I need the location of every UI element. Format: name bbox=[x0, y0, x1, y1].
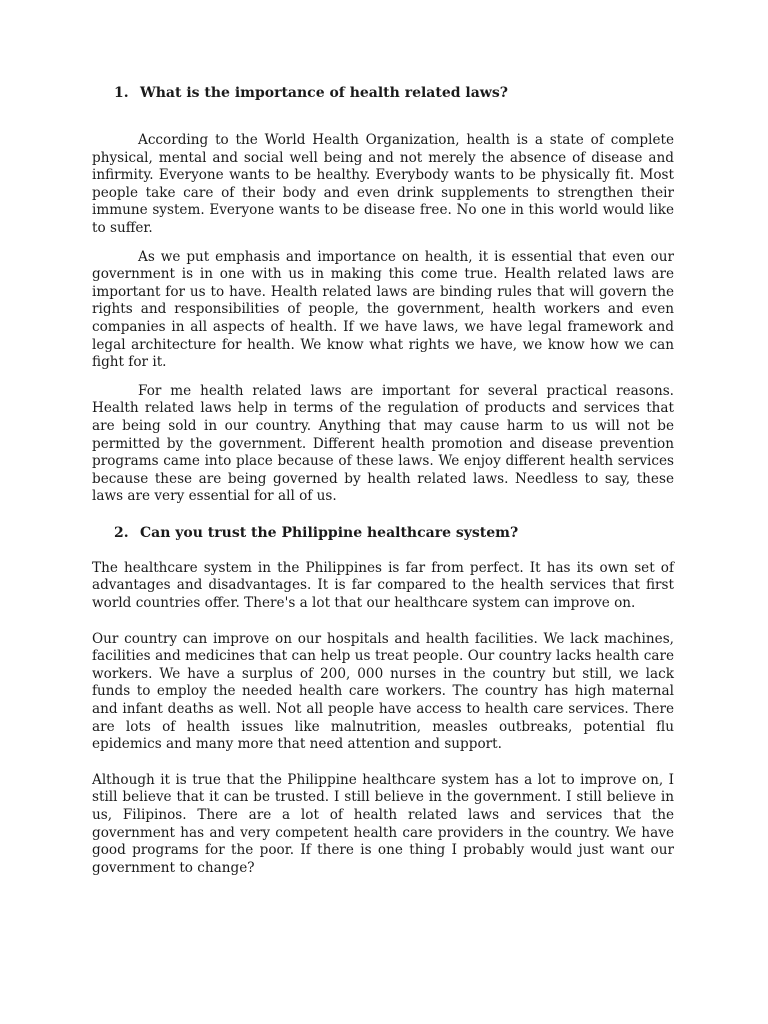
question-text: What is the importance of health related laws? bbox=[140, 85, 508, 101]
question-number: 2. bbox=[114, 524, 129, 541]
paragraph: Although it is true that the Philippine healthcare system has a lot to improve on, I still believe that it can be trusted. I still believe in the government. I still believe in us, Filipinos. There are a lot of health related laws and services that the government has and very competent health care providers in the country. We have good programs for the poor. If there is one thing I probably would just want our government to change? bbox=[92, 771, 674, 876]
document-page bbox=[92, 84, 674, 877]
paragraph: The healthcare system in the Philippines is far from perfect. It has its own set of advantages and disadvantages. It is far compared to the health services that first world countries offer. There's a lot that our healthcare system can improve on. bbox=[92, 559, 674, 612]
paragraph: According to the World Health Organization, health is a state of complete physical, mental and social well being and not merely the absence of disease and infirmity. Everyone wants to be healthy. Everybody wants to be physically fit. Most people take care of their body and even drink supplements to strengthen their immune system. Everyone wants to be disease free. No one in this world would like to suffer. bbox=[92, 132, 674, 236]
paragraph: Our country can improve on our hospitals and health facilities. We lack machines, facilities and medicines that can help us treat people. Our country lacks health care workers. We have a surplus of 200, 000 nurses in the country but still, we lack funds to employ the needed health care workers. The country has high maternal and infant deaths as well. Not all people have access to health care services. There are lots of health issues like malnutrition, measles outbreaks, potential flu epidemics and many more that need attention and support. bbox=[92, 630, 674, 753]
question-number: 1. bbox=[114, 85, 129, 101]
question-text: Can you trust the Philippine healthcare system? bbox=[140, 524, 519, 541]
paragraph: For me health related laws are important for several practical reasons. Health related laws help in terms of the regulation of products and services that are being sold in our country. Anything that may cause harm to us will not be permitted by the government. Different health promotion and disease prevention programs came into place because of these laws. We enjoy different health services because these are being governed by health related laws. Needless to say, these laws are very essential for all of us. bbox=[92, 382, 674, 505]
question-heading-1 bbox=[92, 84, 674, 102]
question-heading-2 bbox=[92, 524, 674, 542]
paragraph: As we put emphasis and importance on health, it is essential that even our government is in one with us in making this come true. Health related laws are important for us to have. Health related laws are binding rules that will govern the rights and responsibilities of people, the government, health workers and even companies in all aspects of health. If we have laws, we have legal framework and legal architecture for health. We know what rights we have, we know how we can fight for it. bbox=[92, 248, 674, 371]
